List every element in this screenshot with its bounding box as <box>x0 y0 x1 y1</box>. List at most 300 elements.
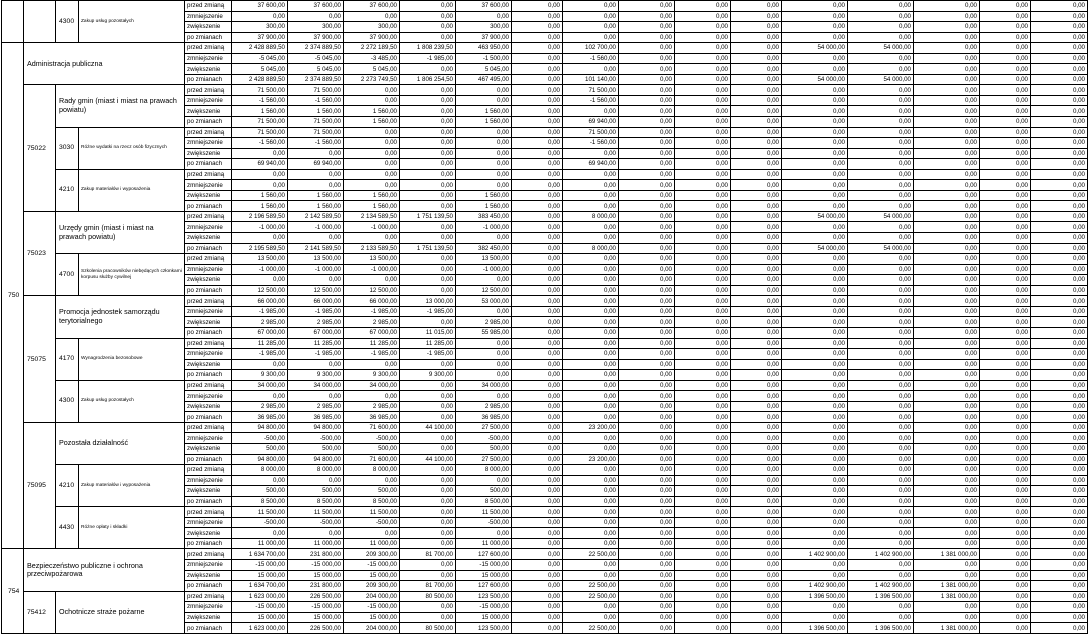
amount-cell: 0,00 <box>675 127 731 138</box>
amount-cell: 0,00 <box>344 391 400 402</box>
amount-cell: 0,00 <box>619 180 675 191</box>
amount-cell: 0,00 <box>675 43 731 54</box>
amount-cell: 71 500,00 <box>288 127 344 138</box>
amount-cell: 0,00 <box>288 528 344 539</box>
amount-cell: 0,00 <box>619 11 675 22</box>
paragraf-name: Zakup materiałów i wyposażenia <box>78 170 152 211</box>
amount-cell: 1 381 000,00 <box>914 581 980 592</box>
amount-cell: 0,00 <box>782 475 848 486</box>
amount-cell: 0,00 <box>914 559 980 570</box>
amount-cell: 0,00 <box>1031 138 1088 149</box>
row-label-cell: zmniejszenie <box>185 433 232 444</box>
amount-cell: 0,00 <box>1031 581 1088 592</box>
amount-cell: 11 000,00 <box>288 538 344 549</box>
amount-cell: 0,00 <box>288 11 344 22</box>
amount-cell: 382 450,00 <box>456 243 512 254</box>
row-label-cell: zmniejszenie <box>185 349 232 360</box>
amount-cell: 0,00 <box>914 254 980 265</box>
amount-cell: 0,00 <box>619 1 675 12</box>
amount-cell: 37 900,00 <box>232 32 288 43</box>
amount-cell: 0,00 <box>512 380 563 391</box>
amount-cell: 2 142 589,50 <box>288 211 344 222</box>
amount-cell: 0,00 <box>400 507 456 518</box>
row-label-cell: po zmianach <box>185 159 232 170</box>
amount-cell: 0,00 <box>512 148 563 159</box>
amount-cell: 0,00 <box>731 254 782 265</box>
amount-cell: 0,00 <box>232 169 288 180</box>
amount-cell: 0,00 <box>1031 412 1088 423</box>
amount-cell: 0,00 <box>731 127 782 138</box>
amount-cell: 8 000,00 <box>563 211 619 222</box>
amount-cell: 0,00 <box>563 275 619 286</box>
amount-cell: -1 000,00 <box>288 264 344 275</box>
amount-cell: 8 000,00 <box>232 465 288 476</box>
amount-cell: 0,00 <box>512 159 563 170</box>
row-label-cell: zmniejszenie <box>185 391 232 402</box>
amount-cell: 22 500,00 <box>563 549 619 560</box>
amount-cell: 0,00 <box>512 465 563 476</box>
amount-cell: 0,00 <box>288 391 344 402</box>
amount-cell: 0,00 <box>914 169 980 180</box>
amount-cell: 0,00 <box>848 338 914 349</box>
amount-cell: 0,00 <box>848 296 914 307</box>
amount-cell: 0,00 <box>848 95 914 106</box>
amount-cell: 71 500,00 <box>232 85 288 96</box>
amount-cell: 0,00 <box>288 359 344 370</box>
amount-cell: 12 500,00 <box>344 285 400 296</box>
table-row <box>2 211 1088 222</box>
amount-cell: 0,00 <box>848 275 914 286</box>
amount-cell: 0,00 <box>980 443 1031 454</box>
amount-cell: 0,00 <box>675 74 731 85</box>
amount-cell: 0,00 <box>914 538 980 549</box>
amount-cell: 0,00 <box>675 559 731 570</box>
amount-cell: 1 560,00 <box>232 106 288 117</box>
amount-cell: 0,00 <box>344 275 400 286</box>
amount-cell: 0,00 <box>619 148 675 159</box>
amount-cell: 0,00 <box>782 11 848 22</box>
amount-cell: 13 500,00 <box>288 254 344 265</box>
amount-cell: 0,00 <box>980 517 1031 528</box>
amount-cell: 0,00 <box>675 180 731 191</box>
amount-cell: 0,00 <box>980 422 1031 433</box>
amount-cell: 204 000,00 <box>344 591 400 602</box>
amount-cell: 0,00 <box>675 507 731 518</box>
amount-cell: 0,00 <box>619 465 675 476</box>
amount-cell: 0,00 <box>914 11 980 22</box>
amount-cell: 0,00 <box>344 148 400 159</box>
amount-cell: 0,00 <box>563 296 619 307</box>
amount-cell: -1 560,00 <box>288 138 344 149</box>
rozdzial-code-cell: 75023 <box>24 211 56 295</box>
amount-cell: 0,00 <box>456 306 512 317</box>
amount-cell: 11 500,00 <box>456 507 512 518</box>
amount-cell: 0,00 <box>400 254 456 265</box>
row-label-cell: po zmianach <box>185 496 232 507</box>
amount-cell: 0,00 <box>1031 264 1088 275</box>
amount-cell: 0,00 <box>1031 117 1088 128</box>
amount-cell: 226 500,00 <box>288 591 344 602</box>
amount-cell: 0,00 <box>456 349 512 360</box>
amount-cell: 0,00 <box>782 317 848 328</box>
amount-cell: 0,00 <box>848 465 914 476</box>
amount-cell: 0,00 <box>980 612 1031 623</box>
amount-cell: 0,00 <box>456 85 512 96</box>
amount-cell: 0,00 <box>675 85 731 96</box>
amount-cell: 0,00 <box>675 517 731 528</box>
amount-cell: 0,00 <box>848 285 914 296</box>
amount-cell: 0,00 <box>619 264 675 275</box>
amount-cell: 0,00 <box>400 233 456 244</box>
amount-cell: 0,00 <box>848 327 914 338</box>
amount-cell: 0,00 <box>675 602 731 613</box>
amount-cell: 0,00 <box>400 64 456 75</box>
amount-cell: 0,00 <box>980 190 1031 201</box>
amount-cell: 0,00 <box>675 275 731 286</box>
amount-cell: 0,00 <box>980 285 1031 296</box>
amount-cell: 54 000,00 <box>782 74 848 85</box>
amount-cell: 1 808 239,50 <box>400 43 456 54</box>
amount-cell: 0,00 <box>619 138 675 149</box>
amount-cell: 71 500,00 <box>288 85 344 96</box>
amount-cell: 0,00 <box>848 528 914 539</box>
amount-cell: 0,00 <box>848 401 914 412</box>
amount-cell: 0,00 <box>400 496 456 507</box>
amount-cell: 8 500,00 <box>344 496 400 507</box>
paragraf-name: Wynagrodzenia bezosobowe <box>78 339 145 380</box>
amount-cell: 66 000,00 <box>344 296 400 307</box>
dzial-name-cell: Bezpieczeństwo publiczne i ochrona przeciwpożarowa <box>24 549 185 591</box>
amount-cell: 0,00 <box>675 570 731 581</box>
amount-cell: 0,00 <box>400 190 456 201</box>
amount-cell: 0,00 <box>1031 538 1088 549</box>
amount-cell: 0,00 <box>848 380 914 391</box>
amount-cell: 0,00 <box>731 422 782 433</box>
amount-cell: 0,00 <box>400 412 456 423</box>
amount-cell: 0,00 <box>782 465 848 476</box>
amount-cell: 0,00 <box>731 148 782 159</box>
amount-cell: 0,00 <box>731 222 782 233</box>
amount-cell: 0,00 <box>563 169 619 180</box>
amount-cell: 0,00 <box>980 391 1031 402</box>
amount-cell: 0,00 <box>619 359 675 370</box>
amount-cell: 0,00 <box>619 591 675 602</box>
paragraf-name: Różne wydatki na rzecz osób fizycznych <box>78 128 169 169</box>
amount-cell: 0,00 <box>619 306 675 317</box>
amount-cell: 0,00 <box>400 22 456 33</box>
amount-cell: -1 000,00 <box>344 264 400 275</box>
amount-cell: 0,00 <box>1031 465 1088 476</box>
amount-cell: 1 560,00 <box>344 117 400 128</box>
amount-cell: 0,00 <box>232 528 288 539</box>
amount-cell: 80 500,00 <box>400 623 456 634</box>
amount-cell: 67 000,00 <box>344 327 400 338</box>
amount-cell: 1 751 139,50 <box>400 243 456 254</box>
amount-cell: 0,00 <box>782 169 848 180</box>
amount-cell: 0,00 <box>782 1 848 12</box>
amount-cell: -1 000,00 <box>232 222 288 233</box>
amount-cell: 0,00 <box>731 581 782 592</box>
amount-cell: 0,00 <box>980 32 1031 43</box>
amount-cell: -1 985,00 <box>344 306 400 317</box>
amount-cell: 0,00 <box>344 11 400 22</box>
amount-cell: -15 000,00 <box>456 559 512 570</box>
amount-cell: 0,00 <box>1031 391 1088 402</box>
amount-cell: 0,00 <box>914 454 980 465</box>
amount-cell: 300,00 <box>456 22 512 33</box>
row-label-cell: zmniejszenie <box>185 11 232 22</box>
amount-cell: 0,00 <box>731 559 782 570</box>
amount-cell: 0,00 <box>731 602 782 613</box>
amount-cell: 0,00 <box>731 401 782 412</box>
amount-cell: -500,00 <box>344 433 400 444</box>
row-label-cell: zwiększenie <box>185 570 232 581</box>
row-label-cell: zwiększenie <box>185 486 232 497</box>
amount-cell: 15 000,00 <box>344 570 400 581</box>
amount-cell: 0,00 <box>782 338 848 349</box>
amount-cell: 0,00 <box>914 1 980 12</box>
amount-cell: -1 560,00 <box>563 53 619 64</box>
amount-cell: 0,00 <box>344 359 400 370</box>
amount-cell: 0,00 <box>731 433 782 444</box>
amount-cell: -3 485,00 <box>344 53 400 64</box>
amount-cell: 0,00 <box>980 433 1031 444</box>
amount-cell: 0,00 <box>563 285 619 296</box>
amount-cell: 0,00 <box>782 22 848 33</box>
amount-cell: 0,00 <box>848 612 914 623</box>
amount-cell: 1 560,00 <box>344 106 400 117</box>
amount-cell: 0,00 <box>980 22 1031 33</box>
amount-cell: 2 134 589,50 <box>344 211 400 222</box>
table-row <box>2 422 1088 433</box>
amount-cell: 0,00 <box>914 201 980 212</box>
amount-cell: 0,00 <box>512 117 563 128</box>
amount-cell: 0,00 <box>848 138 914 149</box>
amount-cell: 0,00 <box>400 11 456 22</box>
amount-cell: 0,00 <box>980 148 1031 159</box>
amount-cell: 11 500,00 <box>288 507 344 518</box>
amount-cell: 0,00 <box>232 233 288 244</box>
amount-cell: 0,00 <box>619 106 675 117</box>
amount-cell: 1 381 000,00 <box>914 549 980 560</box>
amount-cell: 12 500,00 <box>456 285 512 296</box>
amount-cell: 0,00 <box>914 306 980 317</box>
amount-cell: 0,00 <box>400 180 456 191</box>
amount-cell: 0,00 <box>980 264 1031 275</box>
amount-cell: 5 045,00 <box>232 64 288 75</box>
amount-cell: 0,00 <box>731 327 782 338</box>
amount-cell: 27 500,00 <box>456 422 512 433</box>
amount-cell: 34 000,00 <box>456 380 512 391</box>
amount-cell: 0,00 <box>731 475 782 486</box>
amount-cell: 0,00 <box>512 581 563 592</box>
amount-cell: -1 985,00 <box>288 349 344 360</box>
amount-cell: 0,00 <box>1031 454 1088 465</box>
amount-cell: 0,00 <box>512 422 563 433</box>
amount-cell: 5 045,00 <box>344 64 400 75</box>
amount-cell: -1 985,00 <box>288 306 344 317</box>
amount-cell: -1 560,00 <box>288 95 344 106</box>
amount-cell: 0,00 <box>782 117 848 128</box>
amount-cell: -1 560,00 <box>232 95 288 106</box>
amount-cell: 0,00 <box>1031 496 1088 507</box>
amount-cell: 2 374 889,50 <box>288 43 344 54</box>
amount-cell: 0,00 <box>914 53 980 64</box>
rozdzial-name-cell: Promocja jednostek samorządu terytorialnego <box>56 296 185 338</box>
amount-cell: 0,00 <box>782 64 848 75</box>
amount-cell: 0,00 <box>456 159 512 170</box>
amount-cell: 0,00 <box>914 401 980 412</box>
amount-cell: 0,00 <box>675 465 731 476</box>
amount-cell: 0,00 <box>400 169 456 180</box>
row-label-cell: przed zmianą <box>185 549 232 560</box>
amount-cell: 0,00 <box>563 327 619 338</box>
amount-cell: 0,00 <box>914 443 980 454</box>
amount-cell: 0,00 <box>400 443 456 454</box>
amount-cell: 0,00 <box>782 370 848 381</box>
amount-cell: 0,00 <box>456 148 512 159</box>
amount-cell: 0,00 <box>563 602 619 613</box>
amount-cell: 0,00 <box>782 222 848 233</box>
amount-cell: 0,00 <box>512 138 563 149</box>
amount-cell: 0,00 <box>848 106 914 117</box>
amount-cell: 0,00 <box>1031 11 1088 22</box>
amount-cell: 0,00 <box>980 349 1031 360</box>
amount-cell: 0,00 <box>980 623 1031 634</box>
amount-cell: 0,00 <box>400 538 456 549</box>
amount-cell: 0,00 <box>512 180 563 191</box>
amount-cell: 0,00 <box>619 32 675 43</box>
amount-cell: 0,00 <box>782 296 848 307</box>
amount-cell: 0,00 <box>1031 222 1088 233</box>
amount-cell: 0,00 <box>914 349 980 360</box>
amount-cell: 0,00 <box>848 317 914 328</box>
rozdzial-name-cell: Rady gmin (miast i miast na prawach powiatu) <box>56 85 185 127</box>
amount-cell: 0,00 <box>782 507 848 518</box>
amount-cell: 0,00 <box>914 190 980 201</box>
amount-cell: 0,00 <box>1031 528 1088 539</box>
amount-cell: 0,00 <box>731 275 782 286</box>
amount-cell: 0,00 <box>731 612 782 623</box>
amount-cell: 0,00 <box>848 190 914 201</box>
amount-cell: -1 985,00 <box>400 349 456 360</box>
amount-cell: 0,00 <box>914 612 980 623</box>
amount-cell: 0,00 <box>731 233 782 244</box>
amount-cell: 0,00 <box>563 507 619 518</box>
amount-cell: 37 600,00 <box>288 1 344 12</box>
amount-cell: 15 000,00 <box>456 570 512 581</box>
amount-cell: 0,00 <box>848 433 914 444</box>
amount-cell: 0,00 <box>980 106 1031 117</box>
amount-cell: 11 000,00 <box>232 538 288 549</box>
amount-cell: 0,00 <box>914 570 980 581</box>
amount-cell: 0,00 <box>619 443 675 454</box>
amount-cell: 0,00 <box>914 222 980 233</box>
amount-cell: 0,00 <box>848 559 914 570</box>
paragraf-cell <box>56 254 185 296</box>
amount-cell: 0,00 <box>1031 359 1088 370</box>
amount-cell: 0,00 <box>563 11 619 22</box>
amount-cell: 0,00 <box>980 74 1031 85</box>
amount-cell: 1 560,00 <box>288 106 344 117</box>
amount-cell: 0,00 <box>400 602 456 613</box>
amount-cell: 0,00 <box>1031 507 1088 518</box>
amount-cell: 44 100,00 <box>400 454 456 465</box>
amount-cell: 0,00 <box>512 85 563 96</box>
amount-cell: 0,00 <box>675 53 731 64</box>
row-label-cell: zmniejszenie <box>185 306 232 317</box>
amount-cell: 0,00 <box>619 549 675 560</box>
amount-cell: 0,00 <box>563 370 619 381</box>
amount-cell: 11 285,00 <box>344 338 400 349</box>
table-row <box>2 127 1088 138</box>
amount-cell: 0,00 <box>619 570 675 581</box>
amount-cell: 0,00 <box>980 306 1031 317</box>
row-label-cell: zmniejszenie <box>185 53 232 64</box>
amount-cell: 0,00 <box>731 412 782 423</box>
amount-cell: 0,00 <box>512 43 563 54</box>
amount-cell: 0,00 <box>232 11 288 22</box>
table-row <box>2 85 1088 96</box>
amount-cell: 0,00 <box>400 433 456 444</box>
amount-cell: 0,00 <box>619 581 675 592</box>
amount-cell: 69 940,00 <box>232 159 288 170</box>
amount-cell: 0,00 <box>563 612 619 623</box>
amount-cell: 1 396 500,00 <box>848 623 914 634</box>
amount-cell: 0,00 <box>456 370 512 381</box>
table-row <box>2 1 1088 12</box>
amount-cell: 66 000,00 <box>232 296 288 307</box>
amount-cell: 0,00 <box>782 264 848 275</box>
amount-cell: 0,00 <box>400 138 456 149</box>
amount-cell: 0,00 <box>980 359 1031 370</box>
amount-cell: 0,00 <box>619 317 675 328</box>
amount-cell: 1 560,00 <box>456 117 512 128</box>
amount-cell: 0,00 <box>619 222 675 233</box>
amount-cell: 0,00 <box>914 433 980 444</box>
amount-cell: 0,00 <box>512 475 563 486</box>
amount-cell: 0,00 <box>914 370 980 381</box>
amount-cell: 15 000,00 <box>456 612 512 623</box>
row-label-cell: po zmianach <box>185 243 232 254</box>
amount-cell: 0,00 <box>731 391 782 402</box>
row-label-cell: zwiększenie <box>185 528 232 539</box>
amount-cell: 0,00 <box>782 285 848 296</box>
amount-cell: 0,00 <box>1031 443 1088 454</box>
amount-cell: 0,00 <box>512 559 563 570</box>
amount-cell: 1 560,00 <box>232 190 288 201</box>
amount-cell: 0,00 <box>675 317 731 328</box>
row-label-cell: przed zmianą <box>185 169 232 180</box>
amount-cell: 0,00 <box>675 581 731 592</box>
amount-cell: 0,00 <box>782 201 848 212</box>
amount-cell: 0,00 <box>619 496 675 507</box>
amount-cell: 0,00 <box>619 380 675 391</box>
amount-cell: 0,00 <box>288 180 344 191</box>
amount-cell: 0,00 <box>731 549 782 560</box>
amount-cell: 0,00 <box>675 22 731 33</box>
amount-cell: 0,00 <box>512 507 563 518</box>
amount-cell: 0,00 <box>914 138 980 149</box>
amount-cell: 0,00 <box>980 159 1031 170</box>
amount-cell: 0,00 <box>512 359 563 370</box>
amount-cell: 0,00 <box>619 22 675 33</box>
amount-cell: 0,00 <box>619 559 675 570</box>
amount-cell: 1 396 500,00 <box>782 591 848 602</box>
amount-cell: 0,00 <box>731 211 782 222</box>
amount-cell: 0,00 <box>400 1 456 12</box>
amount-cell: 9 300,00 <box>288 370 344 381</box>
